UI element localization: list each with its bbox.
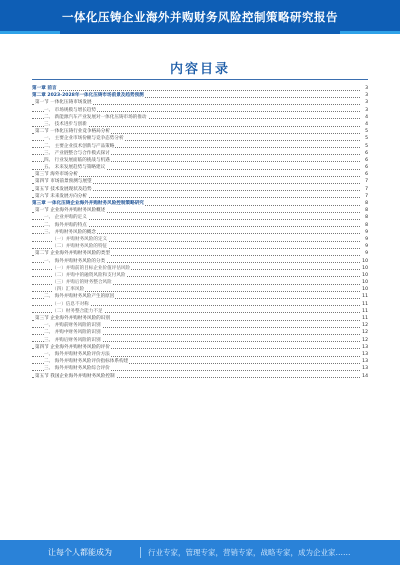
toc-entry-title: 第五节 技术发展现状及趋势 [35, 186, 92, 192]
toc-page-number: 10 [362, 287, 368, 293]
toc-entry-title: （一）并购前的目标企业价值评估风险 [52, 265, 131, 271]
toc-entry-title: 二、 海外并购的特点 [44, 222, 87, 228]
toc-page-number: 13 [362, 344, 368, 350]
toc-page-number: 12 [362, 323, 368, 329]
toc-entry[interactable] [32, 99, 368, 106]
toc-page-number: 7 [365, 179, 368, 185]
toc-page-number: 9 [365, 244, 368, 250]
toc-page-number: 13 [362, 359, 368, 365]
toc-page-number: 11 [362, 294, 368, 300]
toc-entry[interactable] [32, 164, 368, 171]
toc-entry-title: 第三节 企业海外并购财务风险的识别 [35, 316, 110, 321]
toc-entry-title: 一、 并购前财务风险的识别 [44, 323, 101, 329]
toc-entry-title: 四、 行业发展面临的挑战与机遇 [44, 157, 110, 163]
toc-page-number: 9 [365, 251, 368, 257]
toc-entry-title: 第五节 我国企业海外并购财务风险控制 [35, 373, 115, 379]
toc-entry[interactable] [32, 243, 368, 250]
toc-page-number: 4 [365, 114, 368, 120]
toc-page-number: 8 [365, 215, 368, 221]
toc-entry[interactable] [32, 92, 368, 99]
toc-entry[interactable] [32, 337, 368, 344]
toc-page-number: 13 [362, 351, 368, 357]
toc-entry[interactable] [32, 207, 368, 214]
toc-entry[interactable] [32, 128, 368, 135]
toc-entry-title: 第一节 一体化压铸市场发展 [35, 100, 92, 106]
toc-page-number: 10 [362, 280, 368, 286]
toc-page-number: 5 [365, 136, 368, 142]
top-banner [0, 0, 400, 34]
toc-entry-title: 第四节 企业海外并购财务风险的评价 [35, 344, 110, 350]
toc-entry-title: 二、 主要企业技术创新与产品策略 [44, 143, 115, 149]
toc-page-number: 5 [365, 129, 368, 135]
toc-entry[interactable] [32, 279, 368, 286]
toc-page-number: 11 [362, 308, 368, 314]
toc-page-number: 12 [362, 337, 368, 343]
toc-entry-title: 一、 市场规模与增长趋势 [44, 107, 96, 113]
footer-bar [0, 540, 400, 565]
toc-entry[interactable] [32, 85, 368, 92]
toc-entry[interactable] [32, 193, 368, 200]
toc-entry-title: 三、 并购财务风险的概念 [44, 229, 96, 235]
toc-entry-title: 五、 未来发展趋势与策略建议 [44, 165, 106, 171]
toc-page-number: 8 [365, 208, 368, 214]
toc-entry[interactable] [32, 258, 368, 265]
report-title: 一体化压铸企业海外并购财务风险控制策略研究报告 [62, 10, 338, 24]
toc-entry-title: 第三章 一体化压铸企业海外并购财务风险控制策略研究 [32, 201, 144, 206]
toc-page-number: 7 [365, 186, 368, 192]
toc-entry[interactable] [32, 143, 368, 150]
toc-entry-title: （一）并购财务风险的定义 [52, 236, 108, 242]
toc-entry-title: 二、 新能源汽车产业发展对一体化压铸市场的推动 [44, 114, 147, 120]
toc-page-number: 10 [362, 265, 368, 271]
toc-entry[interactable] [32, 157, 368, 164]
toc-page-number: 7 [365, 193, 368, 199]
toc-page-number: 9 [365, 236, 368, 242]
toc-page-number: 3 [365, 107, 368, 113]
footer-tagline: 行业专家，管理专家，营销专家，战略专家，成为企业家…… [148, 548, 351, 557]
toc-entry[interactable] [32, 135, 368, 142]
footer-slogan: 让每个人都能成为 [48, 548, 112, 557]
toc-entry[interactable] [32, 293, 368, 300]
toc-page-number: 6 [365, 165, 368, 171]
toc-entry[interactable] [32, 272, 368, 279]
toc-page-number: 14 [362, 373, 368, 379]
toc-entry[interactable] [32, 150, 368, 157]
toc-entry[interactable] [32, 358, 368, 365]
toc-entry-title: 三、 海外并购财务风险综合评价 [44, 366, 110, 372]
toc-entry-title: 第六节 未来发展方向分析 [35, 193, 87, 199]
toc-entry[interactable] [32, 229, 368, 236]
toc-entry-title: 第一章 前言 [32, 86, 57, 91]
toc-entry[interactable] [32, 121, 368, 128]
toc-page-number: 10 [362, 258, 368, 264]
toc-page-number: 4 [365, 121, 368, 127]
toc-entry-title: 第二章 2023-2028年一体化压铸市场前景及趋势预测 [32, 93, 144, 99]
footer-divider [140, 547, 141, 558]
toc-entry-title: 一、 企业并购的定义 [44, 215, 87, 221]
toc-entry[interactable] [32, 214, 368, 221]
toc-leader-dots [32, 176, 360, 177]
toc-page-number: 8 [365, 201, 368, 206]
toc-entry[interactable] [32, 250, 368, 257]
toc-entry-title: 第三节 海外市场分析 [35, 172, 78, 178]
toc-entry-title: （二）并购中的融资风险和支付风险 [52, 272, 126, 278]
toc-entry[interactable] [32, 200, 368, 207]
toc-page-number: 13 [362, 366, 368, 372]
toc-entry[interactable] [32, 322, 368, 329]
toc-entry-title: 第四节 市场前景预测与展望 [35, 179, 92, 185]
toc-page-number: 10 [362, 272, 368, 278]
toc-entry[interactable] [32, 351, 368, 358]
toc-entry[interactable] [32, 114, 368, 121]
toc-entry-title: 第二节 一体化压铸行业竞争格局分析 [35, 129, 110, 135]
toc-entry-title: 二、 海外并购财务风险产生的原因 [44, 294, 115, 300]
toc-page-number: 5 [365, 143, 368, 149]
toc-entry[interactable] [32, 178, 368, 185]
toc-page-number: 8 [365, 222, 368, 228]
toc-entry-title: 一、 海外并购财务风险评价方法 [44, 351, 110, 357]
toc-entry-title: 二、 海外并购财务风险评价指标体系构建 [44, 359, 129, 365]
toc-page-number: 11 [362, 301, 368, 307]
toc-page-number: 12 [362, 330, 368, 336]
banner-accent-line [0, 31, 60, 34]
toc-entry[interactable] [32, 265, 368, 272]
toc-page-number: 3 [365, 93, 368, 99]
toc-entry[interactable] [32, 222, 368, 229]
toc-entry[interactable] [32, 308, 368, 315]
toc-page-number: 6 [365, 172, 368, 178]
toc-entry[interactable] [32, 329, 368, 336]
toc-entry[interactable] [32, 171, 368, 178]
toc-entry-title: 一、 主要企业市场份额与竞争态势分析 [44, 136, 124, 142]
toc-page-number: 11 [362, 316, 368, 321]
toc-entry[interactable] [32, 186, 368, 193]
toc-entry-title: 三、 并购后财务风险的识别 [44, 337, 101, 343]
banner-accent-line [340, 31, 400, 34]
heading-divider [32, 79, 368, 80]
toc-page-number: 6 [365, 157, 368, 163]
toc-entry[interactable] [32, 365, 368, 372]
toc-page-number: 6 [365, 150, 368, 156]
toc-entry[interactable] [32, 373, 368, 380]
toc-heading: 内容目录 [169, 62, 230, 77]
toc-entry[interactable] [32, 315, 368, 322]
toc-entry-title: 三、 技术进步与创新 [44, 121, 87, 127]
toc-entry-title: 三、 产业链整合与合作模式探讨 [44, 150, 110, 156]
toc-entry-title: 第二节 企业海外并购财务风险的类型 [35, 251, 110, 257]
toc-entry-title: 第一节 企业海外并购财务风险概述 [35, 208, 106, 214]
toc-entry[interactable] [32, 107, 368, 114]
toc-entry[interactable] [32, 236, 368, 243]
table-of-contents [32, 85, 368, 380]
toc-entry-title: （二）并购财务风险的特征 [52, 244, 108, 250]
toc-entry-title: （四）汇率风险 [52, 287, 85, 293]
toc-entry-title: 一、 海外并购财务风险的分类 [44, 258, 106, 264]
toc-page-number: 3 [365, 100, 368, 106]
toc-entry-title: （二）财务整合能力不足 [52, 308, 103, 314]
toc-entry[interactable] [32, 301, 368, 308]
toc-entry[interactable] [32, 286, 368, 293]
toc-page-number: 9 [365, 229, 368, 235]
toc-entry-title: （一）信息不对称 [52, 301, 89, 307]
toc-leader-dots [32, 90, 360, 91]
toc-entry-title: 二、 并购中财务风险的识别 [44, 330, 101, 336]
toc-entry-title: （三）并购后的财务整合风险 [52, 280, 112, 286]
toc-entry[interactable] [32, 344, 368, 351]
toc-page-number: 3 [365, 86, 368, 91]
